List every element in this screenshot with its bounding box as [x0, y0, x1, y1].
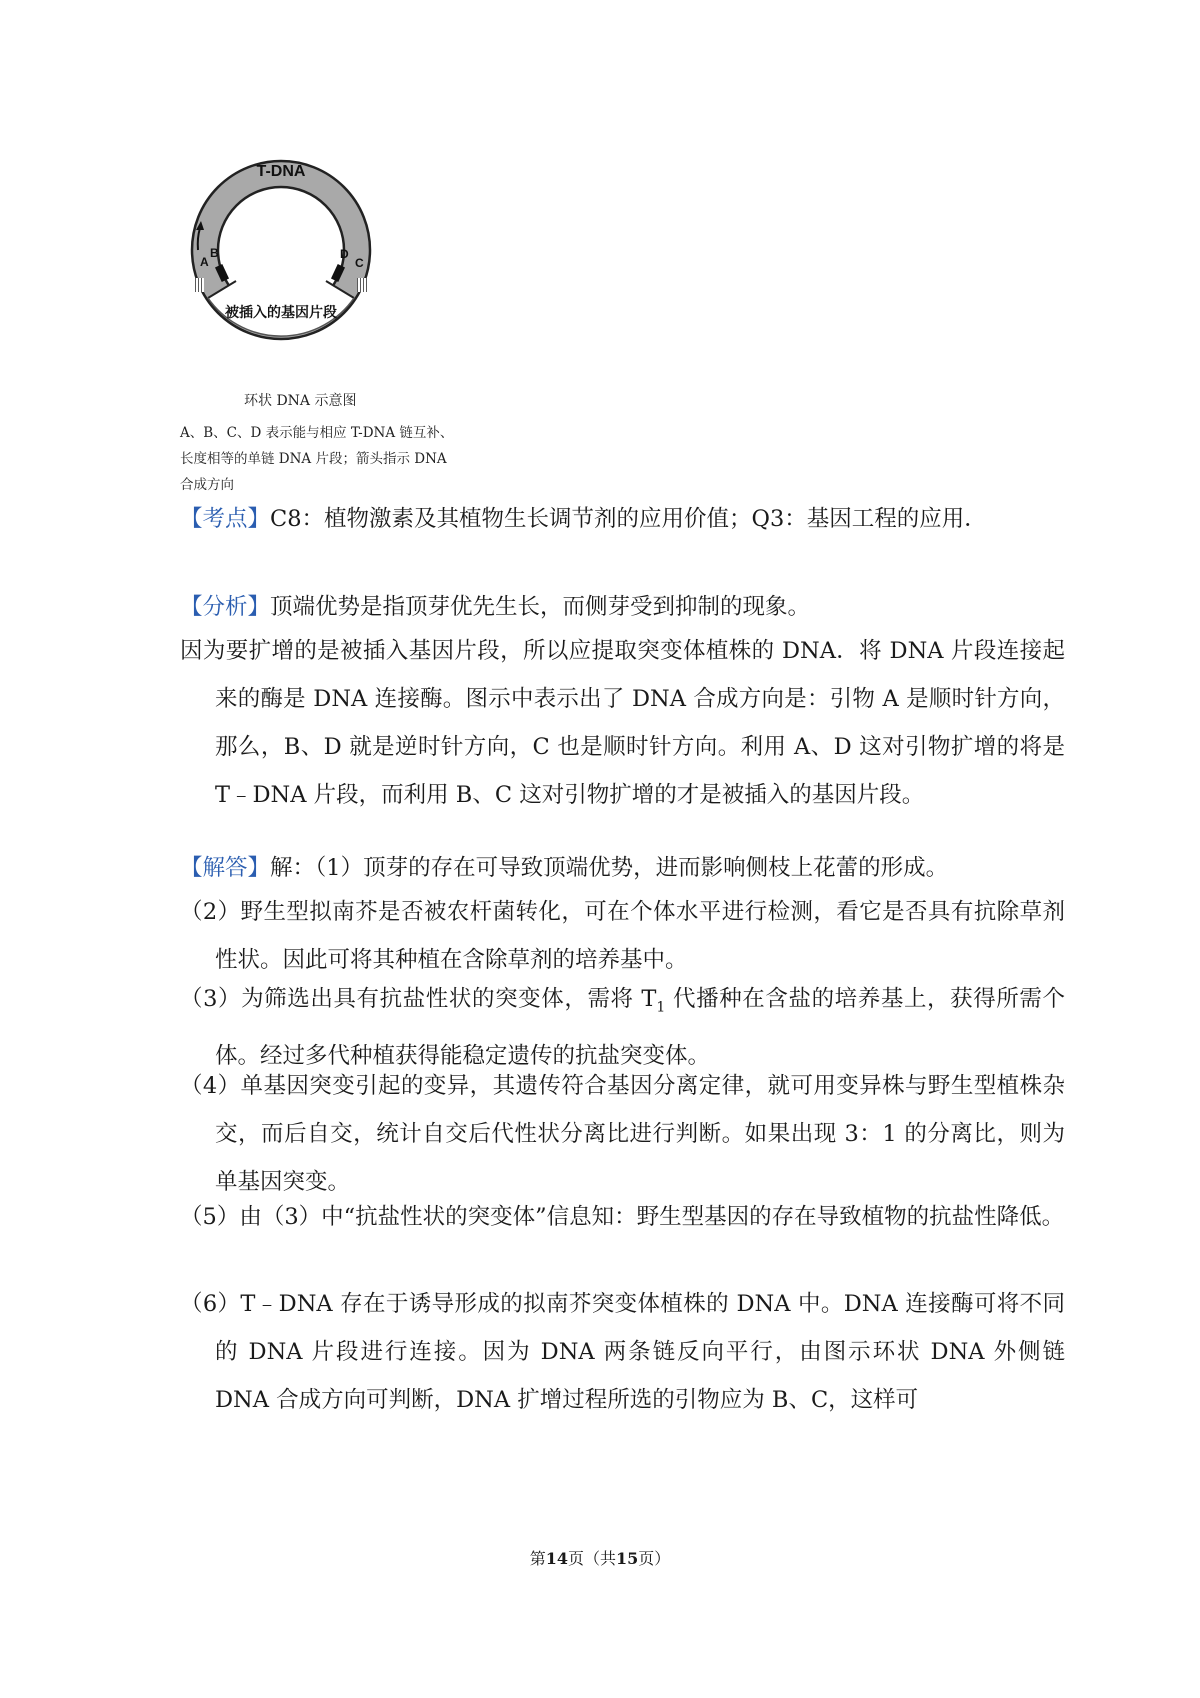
kaodian-paragraph: [180, 495, 1030, 543]
fenxi-tag: 【分析】: [180, 594, 271, 620]
answer-item-6: （6）T﹣DNA 存在于诱导形成的拟南芥突变体植株的 DNA 中。DNA 连接酶可将不同的 DNA 片段进行连接。因为 DNA 两条链反向平行，由图示环状 DNA 外侧链 DNA 合成方向可判断，DNA 扩增过程所选的引物应为 B、C，这样可: [180, 1291, 1065, 1413]
label-d: D: [340, 247, 349, 261]
fenxi-paragraph: [180, 583, 1030, 631]
answer-item-5: （5）由（3）中“抗盐性状的突变体”信息知：野生型基因的存在导致植物的抗盐性降低。: [180, 1204, 1065, 1230]
subscript-1: 1: [656, 999, 666, 1016]
label-a: A: [200, 255, 209, 269]
answer-item-4: （4）单基因突变引起的变异，其遗传符合基因分离定律，就可用变异株与野生型植株杂交，而后自交，统计自交后代性状分离比进行判断。如果出现 3：1 的分离比，则为单基因突变。: [180, 1073, 1065, 1195]
label-c: C: [355, 256, 364, 270]
fenxi-detail: 因为要扩增的是被插入基因片段，所以应提取突变体植株的 DNA．将 DNA 片段连接起来的酶是 DNA 连接酶。图示中表示出了 DNA 合成方向是：引物 A 是顺时针方向，那么，B、D 就是逆时针方向，C 也是顺时针方向。利用 A、D 这对引物扩增的将是 T﹣DNA 片段，而利用 B、C 这对引物扩增的才是被插入的基因片段。: [180, 638, 1065, 808]
dna-ring-figure: [180, 150, 460, 500]
kaodian-tag: 【考点】: [180, 506, 271, 532]
page-footer: 第14页（共15页）: [529, 1549, 671, 1568]
inner-label: 被插入的基因片段: [225, 305, 337, 321]
jieda-intro: 解：（1）顶芽的存在可导致顶端优势，进而影响侧枝上花蕾的形成。: [270, 855, 949, 881]
ring-label: T-DNA: [256, 163, 306, 180]
label-b: B: [210, 246, 219, 260]
figure-note: A、B、C、D 表示能与相应 T-DNA 链互补、长度相等的单链 DNA 片段；箭头指示 DNA 合成方向: [180, 425, 454, 493]
jieda-tag: 【解答】: [180, 855, 271, 881]
dna-ring-diagram: [180, 150, 460, 390]
fenxi-text: 顶端优势是指顶芽优先生长，而侧芽受到抑制的现象。: [270, 594, 811, 620]
answer-item-2: （2）野生型拟南芥是否被农杆菌转化，可在个体水平进行检测，看它是否具有抗除草剂性状。因此可将其种植在含除草剂的培养基中。: [180, 899, 1065, 973]
figure-caption: 环状 DNA 示意图: [244, 393, 357, 409]
jieda-paragraph: [180, 844, 1030, 892]
page-total: 15: [616, 1549, 639, 1568]
primer-c-mark: [357, 278, 367, 292]
primer-a-mark: [194, 278, 204, 292]
page-number: 14: [545, 1549, 568, 1568]
kaodian-text: C8：植物激素及其植物生长调节剂的应用价值；Q3：基因工程的应用．: [270, 506, 987, 532]
answer-item-3: （3）为筛选出具有抗盐性状的突变体，需将 $T_1$ 代播种在含盐的培养基上，获得所需个体。经过多代种植获得能稳定遗传的抗盐突变体。: [180, 986, 1065, 1069]
